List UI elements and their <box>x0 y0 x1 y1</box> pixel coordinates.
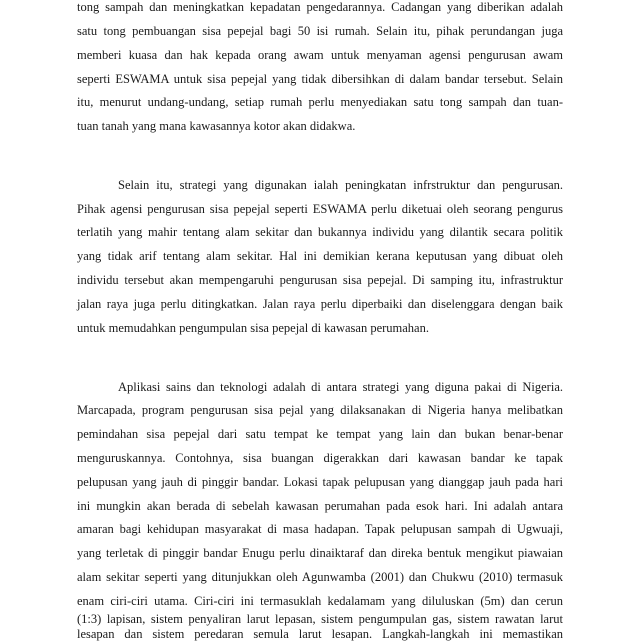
text-line: yang tidak arif tentang alam sekitar. Hal ini demikian kerana keputusan yang dibuat oleh <box>77 249 563 263</box>
text-line: pelupusan yang jauh di pinggir bandar. Lokasi tapak pelupusan yang dianggap jauh pada hari <box>77 475 563 489</box>
text-line: lesapan dan sistem peredaran semula larut lesapan. Langkah-langkah ini memastikan <box>77 627 563 641</box>
text-line: yang terletak di pinggir bandar Enugu perlu dinaiktaraf dan direka bentuk mengikut piawaian <box>77 546 563 560</box>
text-line: seperti ESWAMA untuk sisa pepejal yang tidak dibersihkan di dalam bandar tersebut. Selain <box>77 72 563 86</box>
text-line: terlatih yang mahir tentang alam sekitar dan bukannya individu yang dilantik secara politik <box>77 225 563 239</box>
text-line: satu tong pembuangan sisa pepejal bagi 50 isi rumah. Selain itu, pihak perundangan juga <box>77 24 563 38</box>
text-line: alam sekitar seperti yang ditunjukkan oleh Agunwamba (2001) dan Chukwu (2010) termasuk <box>77 570 563 584</box>
text-line: Pihak agensi pengurusan sisa pepejal seperti ESWAMA perlu diketuai oleh seorang pengurus <box>77 202 563 216</box>
text-line: memberi kuasa dan hak kepada orang awam untuk menyaman agensi pengurusan awam <box>77 48 563 62</box>
text-line: amaran bagi kehidupan masyarakat di masa hadapan. Tapak pelupusan sampah di Ugwuaji, <box>77 522 563 536</box>
text-line: pemindahan sisa pepejal dari satu tempat ke tempat yang lain dan bukan benar-benar <box>77 427 563 441</box>
text-line: (1:3) lapisan, sistem penyaliran larut lepasan, sistem pengumpulan gas, sistem rawatan larut <box>77 612 563 626</box>
text-line: untuk memudahkan pengumpulan sisa pepejal di kawasan perumahan. <box>77 321 429 335</box>
text-line: tuan tanah yang mana kawasannya kotor akan didakwa. <box>77 119 356 133</box>
text-line: Marcapada, program pengurusan sisa pejal yang dilaksanakan di Nigeria hanya melibatkan <box>77 403 563 417</box>
text-line: Aplikasi sains dan teknologi adalah di antara strategi yang diguna pakai di Nigeria. <box>118 380 563 394</box>
text-line: enam ciri-ciri utama. Ciri-ciri ini termasuklah kedalamam yang diluluskan (5m) dan cerun <box>77 594 563 608</box>
text-line: jalan raya juga perlu ditingkatkan. Jalan raya perlu diperbaiki dan diselenggara dengan baik <box>77 297 563 311</box>
text-line: itu, menurut undang-undang, setiap rumah perlu menyediakan satu tong sampah dan tuan- <box>77 95 563 109</box>
text-line: menguruskannya. Contohnya, sisa buangan digerakkan dari kawasan bandar ke tapak <box>77 451 563 465</box>
text-line: individu tersebut akan mempengaruhi pengurusan sisa pepejal. Di samping itu, infrastruktur <box>77 273 563 287</box>
text-line: ini mungkin akan berada di sebelah kawasan perumahan pada esok hari. Ini adalah antara <box>77 499 563 513</box>
text-line: Selain itu, strategi yang digunakan ialah peningkatan infrstruktur dan pengurusan. <box>118 178 563 192</box>
text-line: tong sampah dan meningkatkan kepadatan pengedarannya. Cadangan yang diberikan adalah <box>77 0 563 14</box>
